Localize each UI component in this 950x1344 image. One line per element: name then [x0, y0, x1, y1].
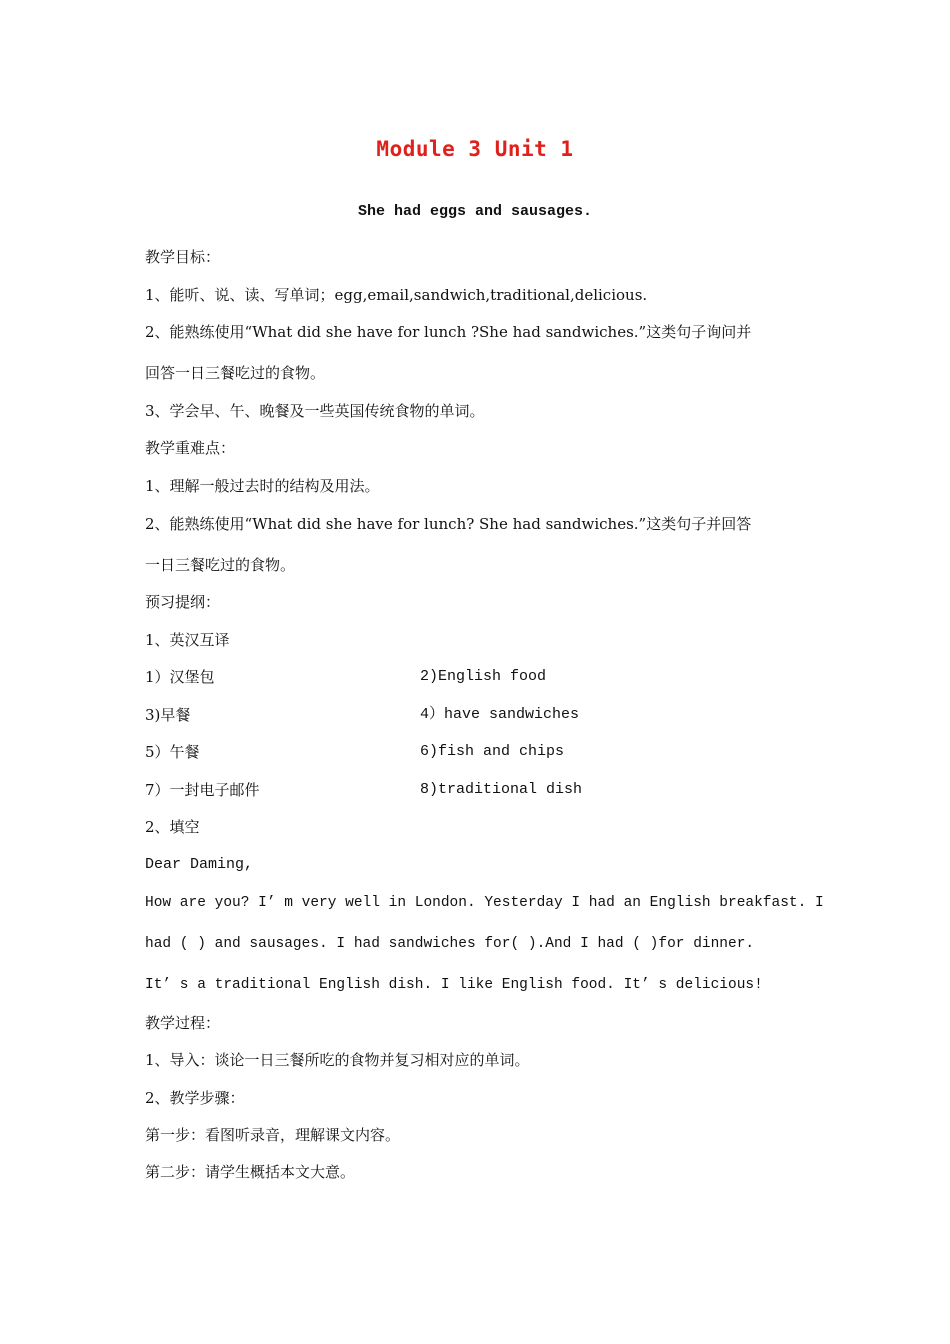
vocab-right: 6)fish and chips [420, 743, 565, 760]
vocab-row [145, 667, 810, 687]
section-heading-objectives: 教学目标： [145, 248, 221, 266]
section-heading-key-points: 教学重难点： [145, 439, 236, 457]
letter-line: had ( ) and sausages. I had sandwiches for( ).And I had ( )for dinner. [145, 936, 755, 952]
letter-greeting: Dear Daming, [145, 856, 254, 873]
section-heading-preview: 预习提纲： [145, 593, 221, 611]
exercise-heading-translate: 1、英汉互译 [145, 631, 230, 649]
vocab-left: 5）午餐 [145, 743, 200, 761]
process-item: 2、教学步骤： [145, 1089, 245, 1107]
document-title: Module 3 Unit 1 [376, 137, 574, 161]
vocab-right: 8)traditional dish [420, 781, 583, 798]
letter-line: It’ s a traditional English dish. I like English food. It’ s delicious! [145, 977, 763, 993]
document-subtitle: She had eggs and sausages. [357, 203, 593, 220]
vocab-left: 7）一封电子邮件 [145, 781, 260, 799]
exercise-heading-fill-blank: 2、填空 [145, 818, 200, 836]
letter-line: How are you? I’ m very well in London. Yesterday I had an English breakfast. I [145, 895, 824, 911]
process-step: 第一步：看图听录音，理解课文内容。 [145, 1126, 401, 1144]
process-item: 1、导入：谈论一日三餐所吃的食物并复习相对应的单词。 [145, 1051, 530, 1069]
vocab-left: 3)早餐 [145, 706, 191, 724]
vocab-right: 4）have sandwiches [420, 706, 580, 723]
key-point-item-continued: 一日三餐吃过的食物。 [145, 556, 296, 574]
objective-item: 3、学会早、午、晚餐及一些英国传统食物的单词。 [145, 402, 485, 420]
vocab-row [145, 780, 810, 800]
vocab-left: 1）汉堡包 [145, 668, 215, 686]
vocab-right: 2)English food [420, 668, 547, 685]
vocab-row [145, 742, 810, 762]
objective-item: 2、能熟练使用“What did she have for lunch ?She had sandwiches.”这类句子询问并 [145, 323, 752, 341]
process-step: 第二步：请学生概括本文大意。 [145, 1163, 356, 1181]
vocab-row [145, 705, 810, 725]
objective-item-continued: 回答一日三餐吃过的食物。 [145, 364, 326, 382]
key-point-item: 1、理解一般过去时的结构及用法。 [145, 477, 380, 495]
objective-item: 1、能听、说、读、写单词；egg,email,sandwich,traditional,delicious. [145, 286, 648, 304]
key-point-item: 2、能熟练使用“What did she have for lunch? She had sandwiches.”这类句子并回答 [145, 515, 752, 533]
section-heading-process: 教学过程： [145, 1014, 221, 1032]
